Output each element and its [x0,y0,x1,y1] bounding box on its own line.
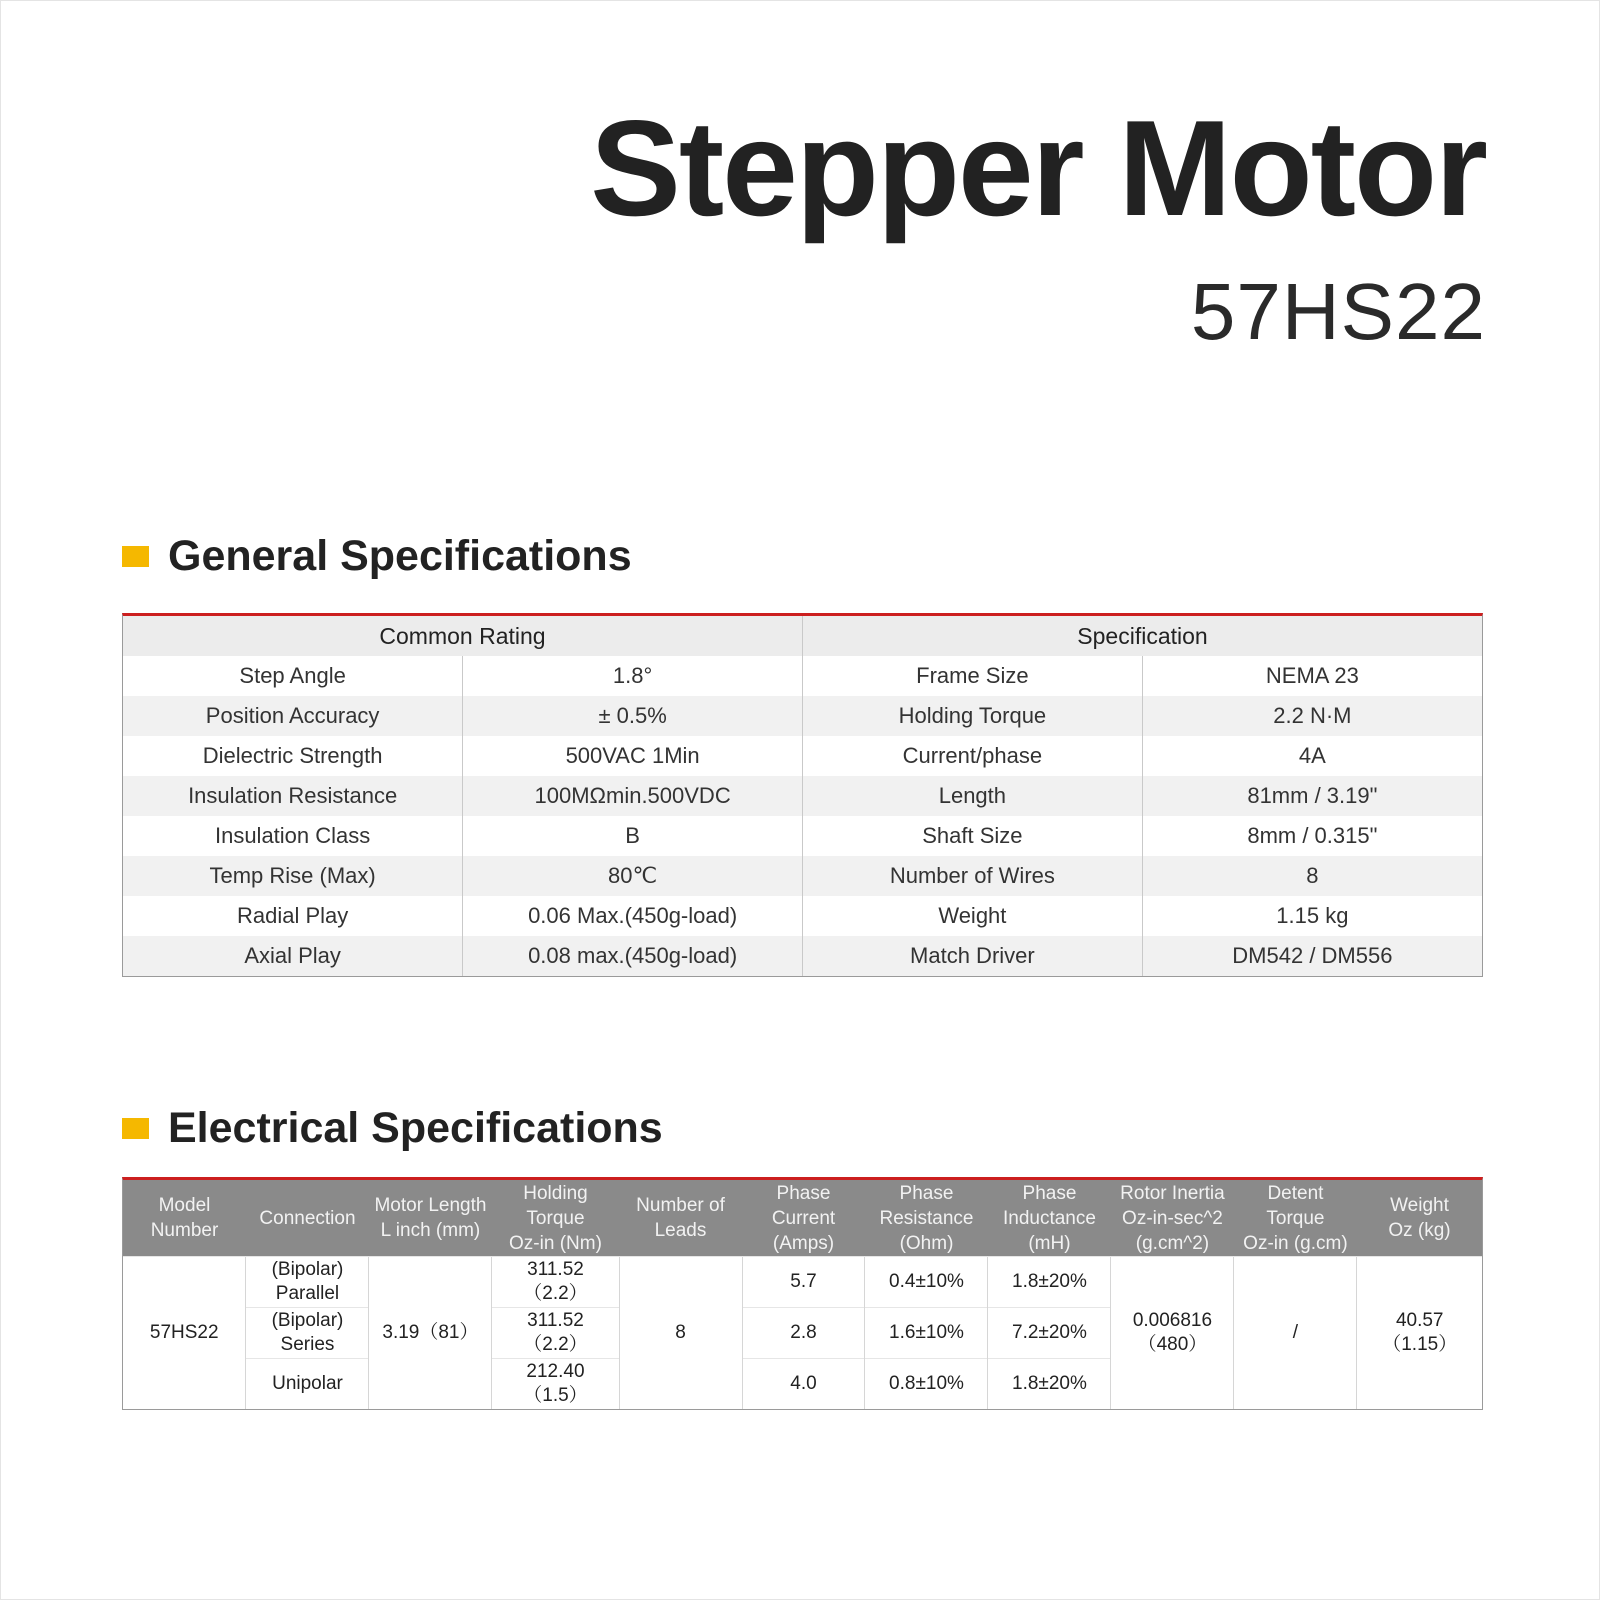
header-connection: Connection [246,1180,369,1257]
rating-label: Axial Play [123,936,463,976]
electrical-section-header [122,1104,663,1152]
phase-inductance-cell: 7.2±20% [988,1308,1111,1359]
spec-value: DM542 / DM556 [1142,936,1482,976]
spec-label: Match Driver [803,936,1143,976]
model-number-cell: 57HS22 [123,1257,246,1410]
spec-label: Weight [803,896,1143,936]
table-row [123,816,1482,856]
rating-label: Position Accuracy [123,696,463,736]
general-section-header [122,532,632,580]
rating-value: ± 0.5% [463,696,803,736]
general-heading: General Specifications [168,532,632,580]
rating-value: B [463,816,803,856]
holding-torque-cell: 311.52 （2.2） [492,1257,619,1308]
phase-current-cell: 5.7 [742,1257,865,1308]
spec-value: 4A [1142,736,1482,776]
holding-torque-cell: 212.40 （1.5） [492,1359,619,1410]
phase-current-cell: 2.8 [742,1308,865,1359]
header-holding-torque: Holding Torque Oz-in (Nm) [492,1180,619,1257]
spec-value: 81mm / 3.19" [1142,776,1482,816]
phase-resistance-cell: 0.4±10% [865,1257,988,1308]
spec-value: NEMA 23 [1142,656,1482,696]
table-row [123,696,1482,736]
rating-value: 100MΩmin.500VDC [463,776,803,816]
rating-value: 0.06 Max.(450g-load) [463,896,803,936]
rating-value: 0.08 max.(450g-load) [463,936,803,976]
rating-label: Insulation Class [123,816,463,856]
spec-label: Current/phase [803,736,1143,776]
rating-label: Radial Play [123,896,463,936]
phase-resistance-cell: 0.8±10% [865,1359,988,1410]
header-common-rating: Common Rating [123,616,803,656]
rating-value: 80℃ [463,856,803,896]
spec-value: 1.15 kg [1142,896,1482,936]
leads-cell: 8 [619,1257,742,1410]
detent-torque-cell: / [1234,1257,1357,1410]
spec-label: Frame Size [803,656,1143,696]
header-weight: Weight Oz (kg) [1357,1180,1482,1257]
spec-value: 2.2 N·M [1142,696,1482,736]
phase-inductance-cell: 1.8±20% [988,1359,1111,1410]
rating-label: Insulation Resistance [123,776,463,816]
rating-value: 500VAC 1Min [463,736,803,776]
general-specs-table [122,613,1483,977]
connection-cell: (Bipolar) Parallel [246,1257,369,1308]
header-detent-torque: Detent Torque Oz-in (g.cm) [1234,1180,1357,1257]
page-title: Stepper Motor [590,92,1486,244]
square-bullet-icon [122,546,149,567]
table-row [123,736,1482,776]
motor-length-cell: 3.19（81） [369,1257,492,1410]
rating-label: Step Angle [123,656,463,696]
model-subtitle: 57HS22 [1190,267,1486,356]
table-row [123,936,1482,976]
weight-cell: 40.57 （1.15） [1357,1257,1482,1410]
spec-label: Length [803,776,1143,816]
spec-label: Shaft Size [803,816,1143,856]
table-row [123,656,1482,696]
phase-inductance-cell: 1.8±20% [988,1257,1111,1308]
holding-torque-cell: 311.52 （2.2） [492,1308,619,1359]
electrical-heading: Electrical Specifications [168,1104,663,1152]
spec-value: 8mm / 0.315" [1142,816,1482,856]
table-row [123,776,1482,816]
spec-label: Holding Torque [803,696,1143,736]
spec-value: 8 [1142,856,1482,896]
electrical-specs-table [122,1177,1483,1410]
header-phase-current: Phase Current (Amps) [742,1180,865,1257]
header-number-of-leads: Number of Leads [619,1180,742,1257]
connection-cell: Unipolar [246,1359,369,1410]
header-rotor-inertia: Rotor Inertia Oz-in-sec^2 (g.cm^2) [1111,1180,1234,1257]
phase-resistance-cell: 1.6±10% [865,1308,988,1359]
header-motor-length: Motor Length L inch (mm) [369,1180,492,1257]
rotor-inertia-cell: 0.006816 （480） [1111,1257,1234,1410]
header-phase-inductance: Phase Inductance (mH) [988,1180,1111,1257]
header-phase-resistance: Phase Resistance (Ohm) [865,1180,988,1257]
rating-label: Dielectric Strength [123,736,463,776]
rating-value: 1.8° [463,656,803,696]
header-specification: Specification [803,616,1483,656]
spec-label: Number of Wires [803,856,1143,896]
table-row [123,896,1482,936]
connection-cell: (Bipolar) Series [246,1308,369,1359]
phase-current-cell: 4.0 [742,1359,865,1410]
square-bullet-icon [122,1118,149,1139]
table-row [123,856,1482,896]
rating-label: Temp Rise (Max) [123,856,463,896]
header-model-number: Model Number [123,1180,246,1257]
table-row [123,1257,1482,1308]
